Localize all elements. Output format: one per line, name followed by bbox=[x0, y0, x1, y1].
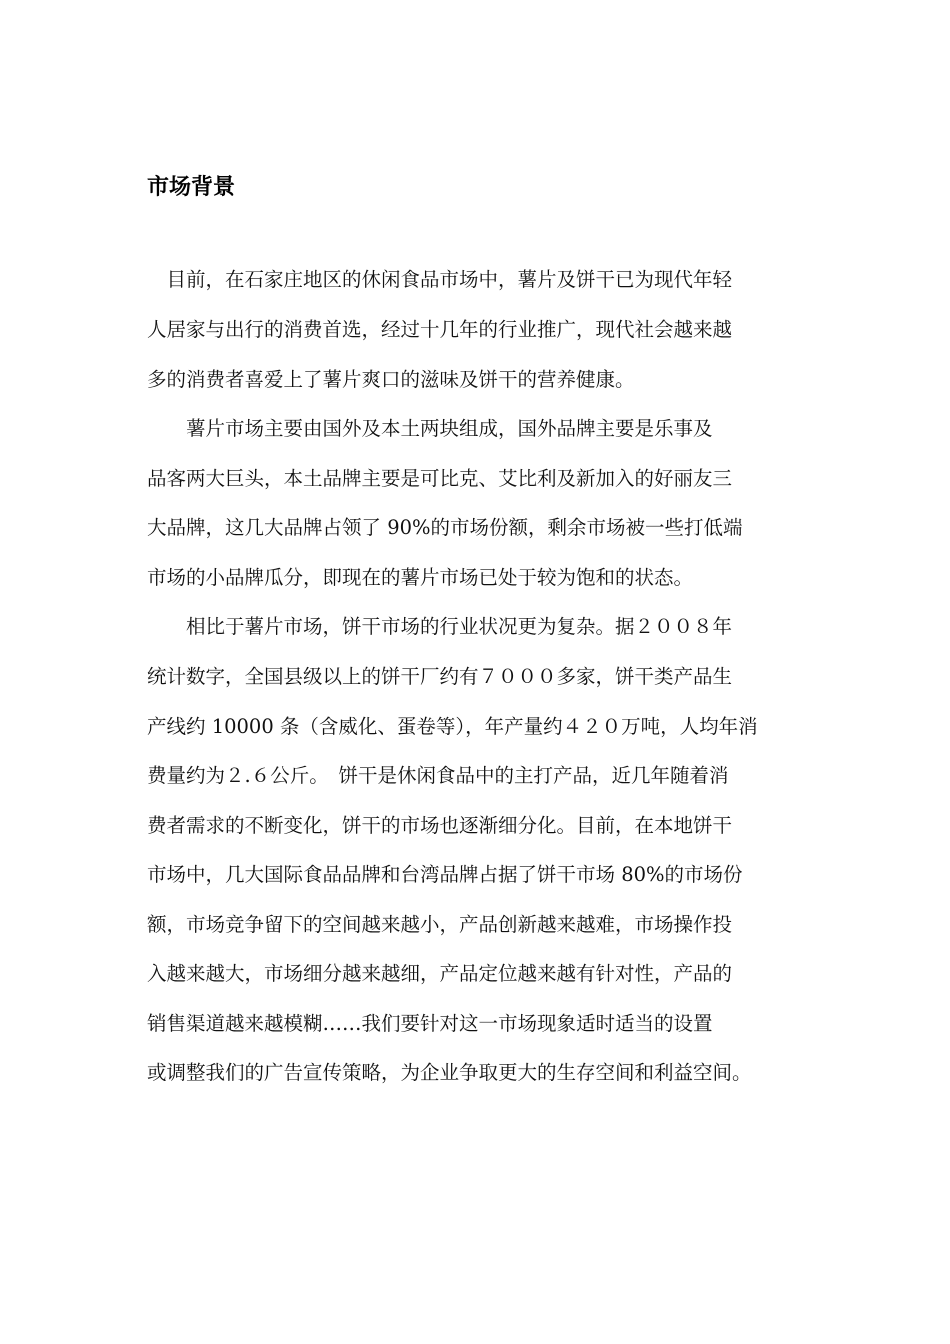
text-line: 销售渠道越来越模糊……我们要针对这一市场现象适时适当的设置 bbox=[147, 1012, 713, 1035]
text-line: 薯片市场主要由国外及本土两块组成，国外品牌主要是乐事及 bbox=[147, 417, 713, 440]
section-heading: 市场背景 bbox=[147, 175, 236, 200]
text-line: 品客两大巨头，本土品牌主要是可比克、艾比利及新加入的好丽友三 bbox=[147, 467, 733, 490]
text-line: 市场中，几大国际食品品牌和台湾品牌占据了饼干市场 80%的市场份 bbox=[147, 863, 743, 886]
text-line: 费量约为２.６公斤。 饼干是休闲食品中的主打产品，近几年随着消 bbox=[147, 764, 729, 787]
text-line: 市场的小品牌瓜分，即现在的薯片市场已处于较为饱和的状态。 bbox=[147, 566, 694, 589]
text-line: 目前，在石家庄地区的休闲食品市场中，薯片及饼干已为现代年轻 bbox=[147, 268, 733, 291]
text-line: 或调整我们的广告宣传策略，为企业争取更大的生存空间和利益空间。 bbox=[147, 1061, 752, 1084]
text-line: 相比于薯片市场，饼干市场的行业状况更为复杂。据２００８年 bbox=[147, 615, 733, 638]
text-line: 额，市场竞争留下的空间越来越小，产品创新越来越难，市场操作投 bbox=[147, 913, 733, 936]
text-line: 大品牌，这几大品牌占领了 90%的市场份额，剩余市场被一些打低端 bbox=[147, 516, 743, 539]
text-line: 产线约 10000 条（含威化、蛋卷等），年产量约４２０万吨，人均年消 bbox=[147, 715, 758, 738]
text-line: 费者需求的不断变化，饼干的市场也逐渐细分化。目前，在本地饼干 bbox=[147, 814, 733, 837]
text-line: 多的消费者喜爱上了薯片爽口的滋味及饼干的营养健康。 bbox=[147, 368, 635, 391]
text-line: 统计数字，全国县级以上的饼干厂约有７０００多家，饼干类产品生 bbox=[147, 665, 733, 688]
text-line: 人居家与出行的消费首选，经过十几年的行业推广，现代社会越来越 bbox=[147, 318, 733, 341]
text-line: 入越来越大，市场细分越来越细，产品定位越来越有针对性，产品的 bbox=[147, 962, 733, 985]
